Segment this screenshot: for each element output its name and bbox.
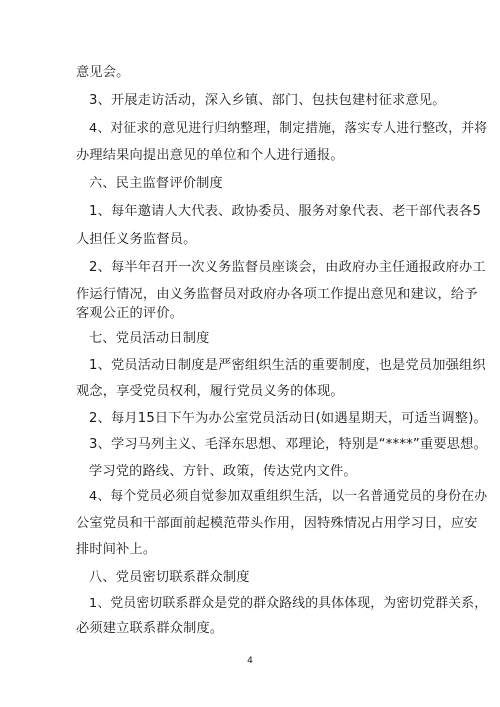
text-line: 4、每个党员必须自觉参加双重组织生活，以一名普通党员的身份在办 xyxy=(89,489,488,504)
text-line: 作运行情况，由义务监督员对政府办各项工作提出意见和建议，给予 xyxy=(76,287,478,302)
text-line: 学习党的路线、方针、政策，传达党内文件。 xyxy=(89,464,357,479)
text-line: 排时间补上。 xyxy=(76,542,157,557)
text-line: 1、党员活动日制度是严密组织生活的重要制度，也是党员加强组织 xyxy=(89,358,486,373)
text-line: 意见会。 xyxy=(76,65,130,80)
section-heading: 七、党员活动日制度 xyxy=(89,331,210,346)
text-line: 3、学习马列主义、毛泽东思想、邓理论，特别是“****”重要思想。 xyxy=(89,437,487,452)
text-line: 1、每年邀请人大代表、政协委员、服务对象代表、老干部代表各5 xyxy=(89,204,482,219)
text-line: 公室党员和干部面前起模范带头作用，因特殊情况占用学习日，应安 xyxy=(76,516,478,531)
text-line: 2、每月15日下午为办公室党员活动日(如遇星期天，可适当调整)。 xyxy=(89,411,487,426)
text-line: 客观公正的评价。 xyxy=(76,306,184,321)
text-line: 1、党员密切联系群众是党的群众路线的具体体现，为密切党群关系， xyxy=(89,596,488,611)
text-line: 3、开展走访活动，深入乡镇、部门、包扶包建村征求意见。 xyxy=(89,93,446,108)
text-line: 办理结果向提出意见的单位和个人进行通报。 xyxy=(76,148,344,163)
text-line: 2、每半年召开一次义务监督员座谈会，由政府办主任通报政府办工 xyxy=(89,260,486,275)
text-line: 人担任义务监督员。 xyxy=(76,232,197,247)
page-number: 4 xyxy=(247,656,253,666)
section-heading: 六、民主监督评价制度 xyxy=(89,176,223,191)
section-heading: 八、党员密切联系群众制度 xyxy=(89,570,250,585)
text-line: 4、对征求的意见进行归纳整理，制定措施，落实专人进行整改，并将 xyxy=(89,121,488,136)
text-line: 观念，享受党员权利，履行党员义务的体现。 xyxy=(76,384,344,399)
text-line: 必须建立联系群众制度。 xyxy=(76,621,224,636)
